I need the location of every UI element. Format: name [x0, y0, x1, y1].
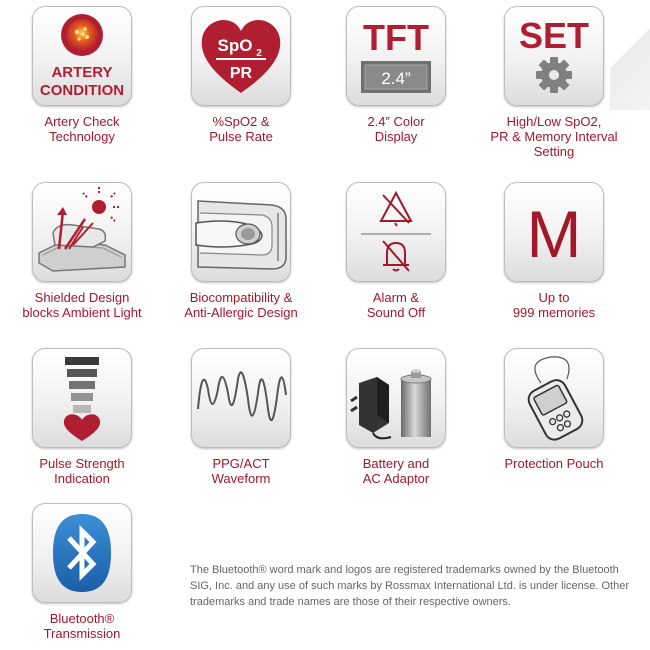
caption-line: blocks Ambient Light [22, 305, 142, 320]
feature-biocompatibility [161, 182, 321, 320]
feature-alarm-sound-off [316, 182, 476, 320]
feature-pulse-strength [2, 348, 162, 486]
caption-line: Pulse Strength [39, 456, 125, 471]
tft-label: TFT [363, 17, 429, 58]
feature-caption [474, 114, 634, 159]
caption-line: Transmission [43, 626, 121, 641]
caption-line: %SpO2 & [212, 114, 270, 129]
caption-line: 999 memories [512, 305, 596, 320]
caption-line: 2.4” Color [367, 114, 425, 129]
biocompatible-finger-icon [191, 182, 291, 282]
caption-line: Alarm & [372, 290, 420, 305]
waveform-icon [191, 348, 291, 448]
caption-line: Anti-Allergic Design [184, 305, 298, 320]
feature-protection-pouch [474, 348, 634, 471]
caption-line: Battery and [362, 456, 430, 471]
feature-caption [161, 290, 321, 320]
feature-artery-check [2, 6, 162, 144]
spo2-pr-heart-icon [191, 6, 291, 106]
shielded-light-icon [32, 182, 132, 282]
feature-caption [316, 456, 476, 486]
set-label: SET [518, 15, 590, 56]
battery-adaptor-icon [346, 348, 446, 448]
trademark-footnote: The Bluetooth® word mark and logos are registered trademarks owned by the Bluetooth SIG, Inc. and any use of such marks by Rossmax International Ltd. is under license. Other trademarks and trade names are those of their respective owners. [190, 564, 629, 608]
feature-caption [2, 611, 162, 641]
spo2-subscript: 2 [256, 48, 262, 59]
caption-line: Pulse Rate [209, 129, 273, 144]
protection-pouch-icon [504, 348, 604, 448]
caption-line: Sound Off [366, 305, 426, 320]
caption-line: Indication [54, 471, 110, 486]
tft-display-icon [346, 6, 446, 106]
feature-memory [474, 182, 634, 320]
alarm-sound-off-icon [346, 182, 446, 282]
feature-caption [161, 114, 321, 144]
tft-size-label: 2.4” [381, 69, 411, 88]
caption-line: Waveform [211, 471, 271, 486]
feature-caption [2, 456, 162, 486]
feature-caption [161, 456, 321, 486]
memory-letter: M [526, 197, 582, 271]
caption-line: Protection Pouch [504, 456, 604, 471]
artery-condition-icon [32, 6, 132, 106]
bluetooth-icon [32, 503, 132, 603]
caption-line: Biocompatibility & [189, 290, 293, 305]
caption-line: PR & Memory Interval [490, 129, 618, 144]
feature-tft-display [316, 6, 476, 144]
feature-caption [2, 114, 162, 144]
pr-label: PR [229, 65, 253, 82]
caption-line: Bluetooth® [49, 611, 115, 626]
caption-line: Artery Check [44, 114, 120, 129]
artery-label-line1: ARTERY [51, 64, 113, 81]
feature-bluetooth [2, 503, 162, 641]
caption-line: PPG/ACT [212, 456, 270, 471]
caption-line: Up to [538, 290, 570, 305]
pulse-strength-icon [32, 348, 132, 448]
feature-shielded-design [2, 182, 162, 320]
caption-line: High/Low SpO2, [506, 114, 602, 129]
spo2-label: SpO [217, 36, 253, 55]
feature-set [474, 6, 634, 159]
set-gear-icon [504, 6, 604, 106]
feature-waveform [161, 348, 321, 486]
caption-line: Technology [49, 129, 115, 144]
caption-line: Shielded Design [34, 290, 130, 305]
feature-spo2-pr [161, 6, 321, 144]
caption-line: Setting [533, 144, 575, 159]
artery-label-line2: CONDITION [39, 82, 125, 99]
feature-caption [316, 114, 476, 144]
feature-caption [474, 456, 634, 471]
memory-icon [504, 182, 604, 282]
feature-caption [2, 290, 162, 320]
feature-caption [316, 290, 476, 320]
caption-line: AC Adaptor [362, 471, 430, 486]
feature-battery-adaptor [316, 348, 476, 486]
feature-caption [474, 290, 634, 320]
caption-line: Display [374, 129, 418, 144]
